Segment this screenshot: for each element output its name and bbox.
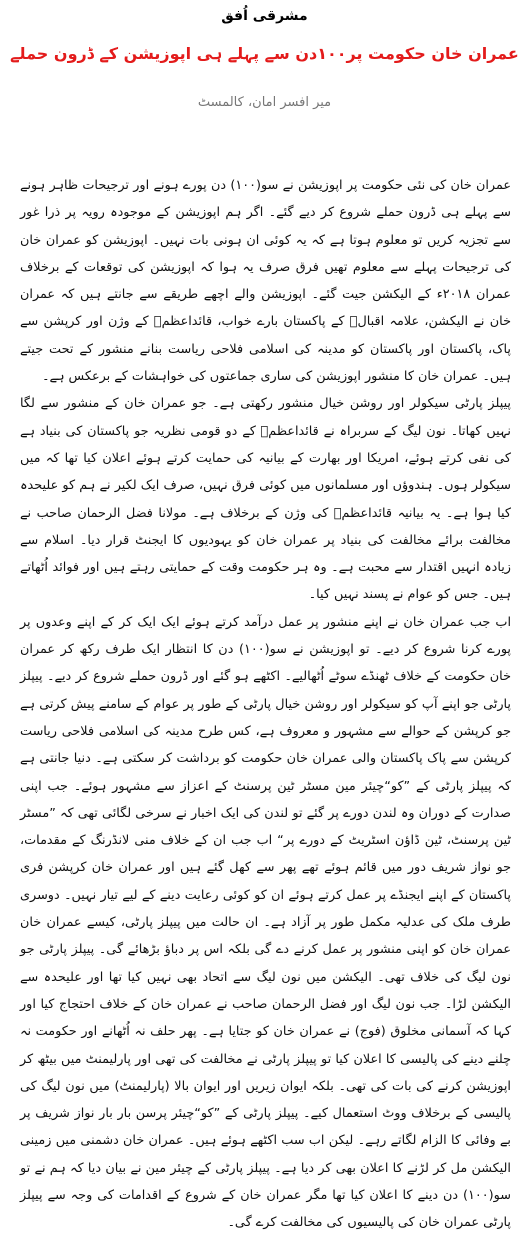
article-body — [20, 172, 511, 1237]
paragraph-3: اب جب عمران خان نے اپنے منشور پر عمل درآمد کرتے ہوئے ایک ایک کر کے اپنے وعدوں پر پورے کرنا شروع کر دیے۔ تو اپوزیشن نے سو(۱۰۰) دن کا انتظار ایک طرف رکھ کر عمران خان حکومت کے خلاف ٹھنڈے سوٹے اُٹھالیے۔ اکٹھے ہو گئے اور ڈرون حملے شروع کر دیے۔ پیپلز پارٹی جو اپنے آپ کو سیکولر اور روشن خیال پارٹی کے طور پر عوام کے سامنے پیش کرتی ہے جو کرپشن کے حوالے سے مشہور و معروف ہے، کس طرح مدینہ کی اسلامی فلاحی ریاست کرپشن سے پاک پاکستان والی عمران خان حکومت کو برداشت کر سکتی ہے۔ دنیا جانتی ہے کہ پیپلز پارٹی کے ”کو“چیئر مین مسٹر ٹین پرسنٹ کے اعزاز سے مشہور ہوئے۔ جب اپنی صدارت کے دوران وہ لندن دورے پر گئے تو لندن کی ایک اخبار نے سرخی لگائی تھی کہ ”مسٹر ٹین پرسنٹ، ٹین ڈاؤن اسٹریٹ کے دورے پر“ اب جب ان کے خلاف منی لانڈرنگ کے مقدمات، جو نواز شریف دور میں قائم ہوئے تھے پھر سے کھل گئے ہیں اور عمران خان کرپشن فری پاکستان کے اپنے ایجنڈے پر عمل کرتے ہوئے ان کو کوئی رعایت دینے کے لیے تیار نہیں۔ دوسری طرف ملک کی عدلیہ مکمل طور پر آزاد ہے۔ ان حالت میں پیپلز پارٹی، کیسے عمران خان عمران خان کو اپنی منشور پر عمل کرنے دے گی بلکہ اس پر دباؤ بڑھائے گی۔ پیپلز پارٹی جو نون لیگ کی خلاف تھی۔ الیکشن میں نون لیگ سے اتحاد بھی نہیں کیا تھا اور علیحدہ سے الیکشن لڑا۔ جب نون لیگ اور فضل الرحمان صاحب نے عمران خان کے خلاف احتجاج کیا اور کہا کہ آسمانی مخلوق (فوج) نے عمران خان کو جتایا ہے۔ پھر حلف نہ اُٹھانے اور حکومت نہ چلنے دینے کی پالیسی کا اعلان کیا تو پیپلز پارٹی نے مخالفت کی تھی اور پارلیمنٹ میں بیٹھ کر اپوزیشن کرنے کی بات کی تھی۔ بلکہ ایوان زیریں اور ایوان بالا (پارلیمنٹ) میں نون لیگ کی پالیسی کے برخلاف ووٹ استعمال کیے۔ پیپلز پارٹی کے ”کو“چیئر پرسن بار بار نواز شریف پر بے وفائی کا الزام لگاتے رہے۔ لیکن اب سب اکٹھے ہوئے ہیں۔ عمران خان دشمنی میں زمینی الیکشن مل کر لڑنے کا اعلان بھی کر دیا ہے۔ پیپلز پارٹی کے چیئر مین نے بیان دیا کہ ہم نے تو سو(۱۰۰) دن دینے کا اعلان کیا تھا مگر عمران خان کے شروع کے اقدامات کی وجہ سے پیپلز پارٹی عمران خان کی پالیسیوں کی مخالفت کرے گی۔ — [20, 614, 511, 1231]
paragraph-2: پیپلز پارٹی سیکولر اور روشن خیال منشور رکھتی ہے۔ جو عمران خان کے منشور سے لگا نہیں کھاتا۔ نون لیگ کے سربراہ نے قائداعظمؒ کے دو قومی نظریہ جو پاکستان کی بنیاد ہے کی نفی کرتے ہوئے، امریکا اور بھارت کے بیانیہ کی حمایت کرتے ہوئے اعلان کیا تھا کہ میں سیکولر ہوں۔ ہندوؤں اور مسلمانوں میں کوئی فرق نہیں، صرف ایک لکیر نے ہم کو علیحدہ کیا ہوا ہے۔ یہ بیانیہ قائداعظمؒ کی وژن کے برخلاف ہے۔ مولانا فضل الرحمان صاحب نے مخالفت برائے مخالفت کی بنیاد پر عمران خان کو یہودیوں کا ایجنٹ قرار دیا۔ اسلام سے زیادہ انہیں اقتدار سے محبت ہے۔ وہ ہر حکومت وقت کے حمایتی رہتے ہیں اور فوائد اُٹھاتے ہیں۔ جس کو عوام نے پسند نہیں کیا۔ — [20, 396, 511, 603]
article-headline: عمران خان حکومت پر۱۰۰دن سے پہلے ہی اپوزیشن کے ڈرون حملے — [10, 44, 519, 63]
paragraph-1: عمران خان کی نئی حکومت پر اپوزیشن نے سو(۱۰۰) دن پورے ہونے اور ترجیحات ظاہر ہونے سے پہلے ہی ڈرون حملے شروع کر دیے گئے۔ اگر ہم اپوزیشن کے موجودہ رویہ پر ذرا غور سے تجزیہ کریں تو معلوم ہوتا ہے کہ یہ کوئی ان ہونی بات نہیں۔ اپوزیشن کو عمران خان کی ترجیحات پہلے سے معلوم تھیں فرق صرف یہ ہوا کہ اپوزیشن کی توقعات کے برخلاف عمران ۲۰۱۸ء کے الیکشن جیت گئے۔ اپوزیشن والے اچھے طریقے سے جانتے ہیں کہ عمران خان نے الیکشن، علامہ اقبالؒ کے پاکستان بارے خواب، قائداعظمؒ کے وژن اور کرپشن سے پاک، پاکستان اور پاکستان کو مدینہ کی اسلامی فلاحی ریاست بنانے منشور کے تحت جیتے ہیں۔ عمران خان کا منشور اپوزیشن کی ساری جماعتوں کی خواہشات کے برعکس ہے۔ — [20, 178, 511, 385]
article-byline: میر افسر امان، کالمسٹ — [197, 95, 332, 110]
section-title: مشرقی اُفق — [221, 8, 308, 24]
